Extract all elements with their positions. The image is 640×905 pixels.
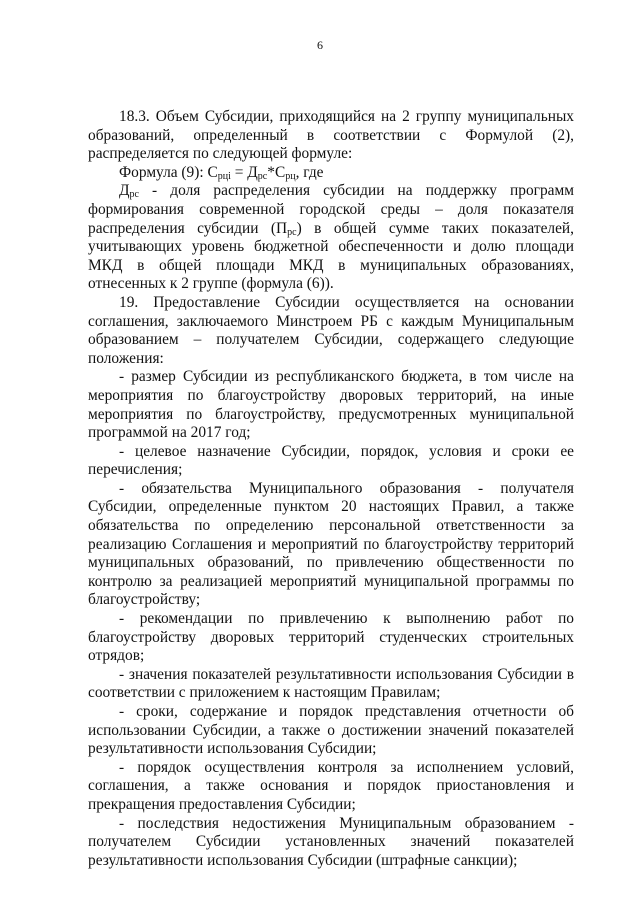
formula-prefix: Формула (9): С [119, 163, 218, 181]
definition-symbol-sub: рс [129, 189, 139, 201]
list-item: - размер Субсидии из республиканского бюджета, в том числе на мероприятия по благоустройству дворовых территорий, на иные мероприятия по благоустройству, предусмотренных муниципальной программой на 2017 год; [88, 368, 574, 442]
formula-sub-crci: рці [217, 170, 231, 182]
formula-9 [88, 164, 574, 183]
definition-drs [88, 182, 574, 294]
formula-equals: = Д [230, 163, 258, 181]
definition-prs-sub: рс [287, 226, 297, 238]
definition-text-b: ) в общей сумме таких показателей, учитывающих уровень бюджетной обеспеченности и долю площади МКД в общей площади МКД в муниципальных образованиях, отнесенных к 2 группе (формула (6)). [88, 219, 574, 293]
list-item: - значения показателей результативности использования Субсидии в соответствии с приложением к настоящим Правилам; [88, 665, 574, 702]
document-body [88, 108, 574, 870]
paragraph-18-3: 18.3. Объем Субсидии, приходящийся на 2 группу муниципальных образований, определенный в соответствии с Формулой (2), распределяется по следующей формуле: [88, 108, 574, 163]
list-item: - порядок осуществления контроля за исполнением условий, соглашения, а также основания и порядок приостановления и прекращения предоставления Субсидии; [88, 758, 574, 813]
formula-multiply: *С [267, 163, 286, 181]
definition-text-a: - доля распределения субсидии на поддержку программ формирования современной городской среды – доля показателя распределения субсидии (П [88, 182, 574, 237]
list-item: - рекомендации по привлечению к выполнению работ по благоустройству дворовых территорий студенческих строительных отрядов; [88, 610, 574, 665]
list-item: - обязательства Муниципального образования - получателя Субсидии, определенные пунктом 20 настоящих Правил, а также обязательства по определению персональной ответственности за реализацию Соглашения и мероприятий по благоустройству территорий муниципальных образований, по привлечению общественности по контролю за реализацией мероприятий муниципальной программы по благоустройству; [88, 479, 574, 609]
paragraph-19: 19. Предоставление Субсидии осуществляется на основании соглашения, заключаемого Минстроем РБ с каждым Муниципальным образованием – получателем Субсидии, содержащего следующие положения: [88, 293, 574, 367]
definition-symbol: Д [119, 182, 130, 200]
formula-suffix: , где [295, 163, 324, 181]
formula-sub-crc: рц [285, 170, 296, 182]
list-item: - сроки, содержание и порядок представления отчетности об использовании Субсидии, а также о достижении значений показателей результативности использования Субсидии; [88, 703, 574, 758]
page-number: 6 [317, 38, 323, 52]
formula-sub-drs: рс [257, 170, 268, 182]
list-item: - целевое назначение Субсидии, порядок, условия и сроки ее перечисления; [88, 442, 574, 479]
list-item: - последствия недостижения Муниципальным образованием - получателем Субсидии установленных значений показателей результативности использования Субсидии (штрафные санкции); [88, 814, 574, 869]
